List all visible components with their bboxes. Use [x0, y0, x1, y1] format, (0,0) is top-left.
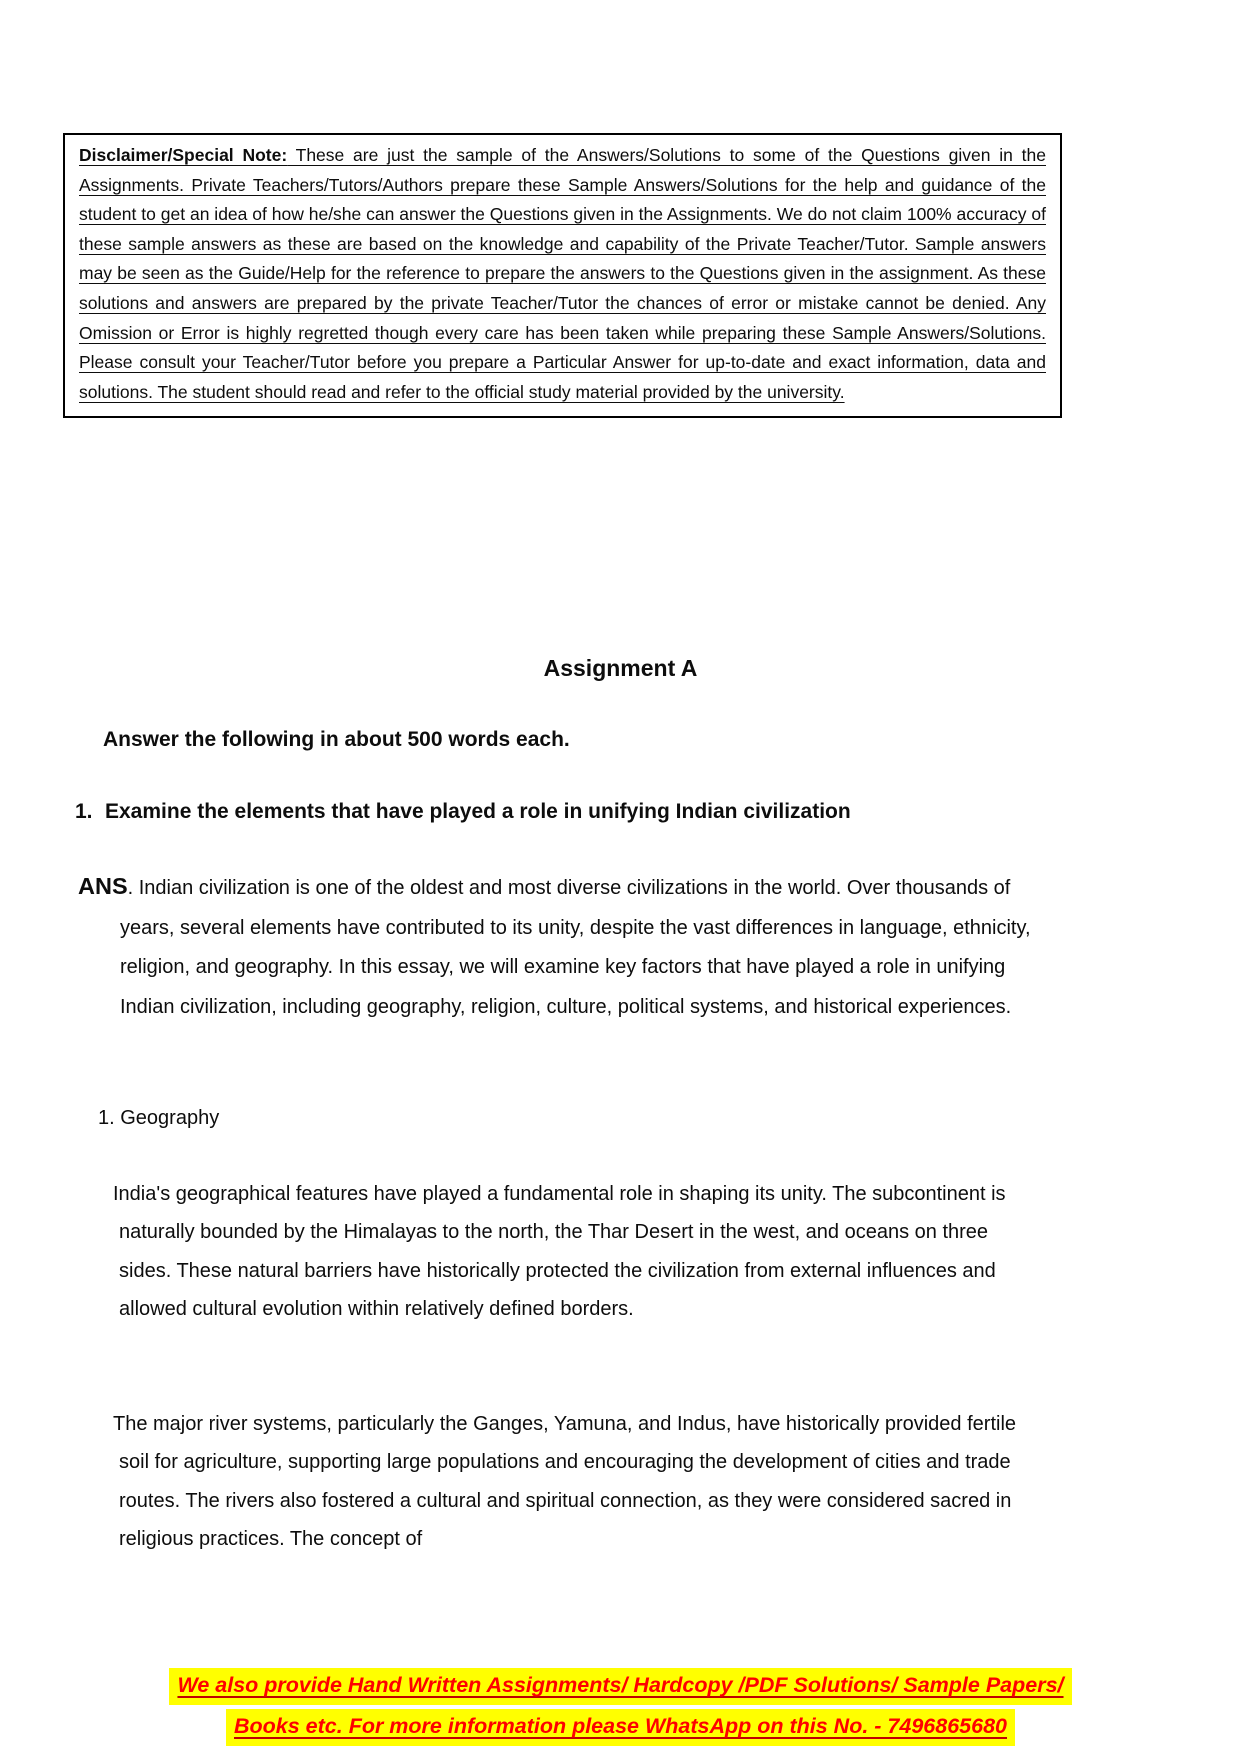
- disclaimer-text: [79, 141, 1046, 407]
- answer-paragraph: [78, 867, 1041, 1027]
- question-1: [75, 790, 980, 833]
- assignment-title: Assignment A: [543, 655, 698, 681]
- question-text: Examine the elements that have played a role in unifying Indian civilization: [105, 800, 851, 823]
- geography-paragraph-2: The major river systems, particularly the Ganges, Yamuna, and Indus, have historically provided fertile soil for agriculture, supporting large populations and encouraging the development of cities and trade routes. The rivers also fostered a cultural and spiritual connection, as they were considered sacred in religious practices. The concept of: [113, 1413, 1017, 1551]
- footer-line-1: [0, 1668, 1241, 1705]
- answer-body: . Indian civilization is one of the oldest and most diverse civilizations in the world. Over thousands of years, several elements have contributed to its unity, despite the vast differences in language, ethnicity, religion, and geography. In this essay, we will examine key factors that have played a role in unifying Indian civilization, including geography, religion, culture, political systems, and historical experiences.: [120, 877, 1031, 1018]
- footer-promo: [0, 1668, 1241, 1750]
- question-number: 1.: [75, 800, 93, 823]
- section-heading-geography: 1. Geography: [98, 1107, 220, 1129]
- disclaimer-label: Disclaimer/Special Note:: [79, 145, 288, 165]
- assignment-instruction: Answer the following in about 500 words each.: [103, 728, 570, 751]
- footer-highlight-text-2: Books etc. For more information please WhatsApp on this No. - 7496865680: [226, 1709, 1015, 1746]
- answer-label: ANS: [78, 873, 128, 899]
- disclaimer-box: [63, 133, 1062, 418]
- footer-line-2: [0, 1709, 1241, 1746]
- footer-highlight-text-1: We also provide Hand Written Assignments/ Hardcopy /PDF Solutions/ Sample Papers/: [169, 1668, 1071, 1705]
- disclaimer-body: These are just the sample of the Answers/Solutions to some of the Questions given in the Assignments. Private Teachers/Tutors/Authors prepare these Sample Answers/Solutions for the help and guidance of the student to get an idea of how he/she can answer the Questions given in the Assignments. We do not claim 100% accuracy of these sample answers as these are based on the knowledge and capability of the Private Teacher/Tutor. Sample answers may be seen as the Guide/Help for the reference to prepare the answers to the Questions given in the assignment. As these solutions and answers are prepared by the private Teacher/Tutor the chances of error or mistake cannot be denied. Any Omission or Error is highly regretted though every care has been taken while preparing these Sample Answers/Solutions. Please consult your Teacher/Tutor before you prepare a Particular Answer for up-to-date and exact information, data and solutions. The student should read and refer to the official study material provided by the university.: [79, 145, 1046, 402]
- geography-paragraph-1: India's geographical features have played a fundamental role in shaping its unity. The subcontinent is naturally bounded by the Himalayas to the north, the Thar Desert in the west, and oceans on three sides. These natural barriers have historically protected the civilization from external influences and allowed cultural evolution within relatively defined borders.: [113, 1183, 1006, 1321]
